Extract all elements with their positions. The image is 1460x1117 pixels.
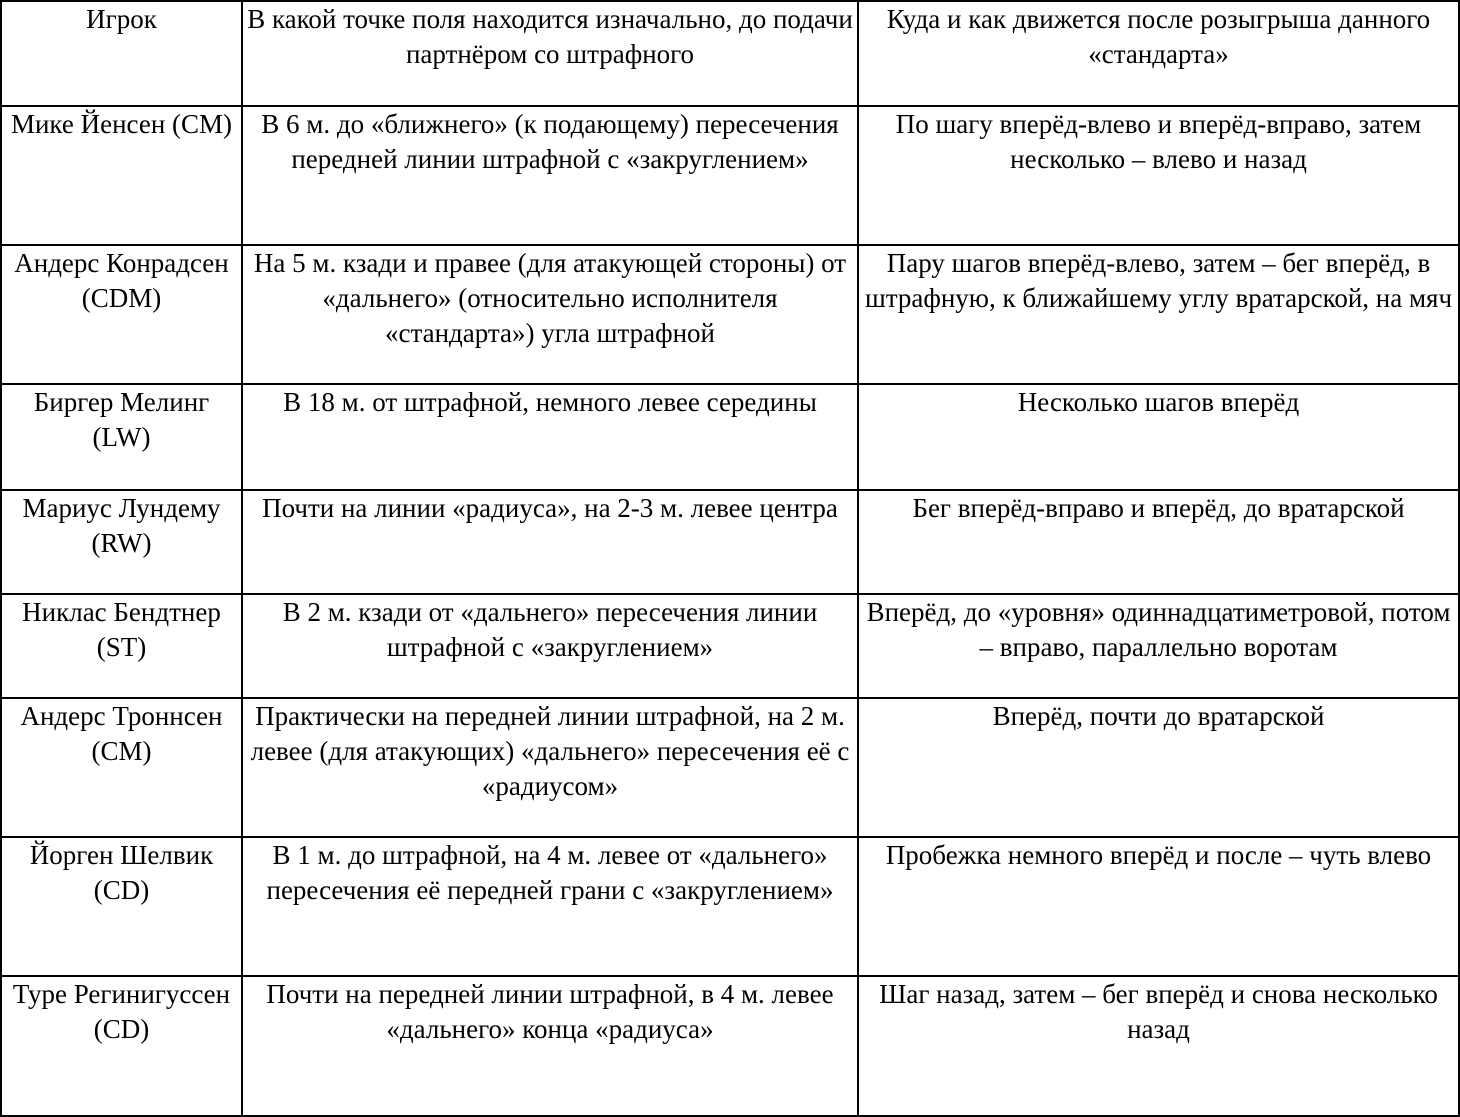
- table-row: [1, 245, 1459, 384]
- start-position-cell: В 2 м. кзади от «дальнего» пересечения линии штрафной с «закруглением»: [242, 594, 858, 698]
- header-player: Игрок: [1, 1, 242, 106]
- table-row: [1, 976, 1459, 1116]
- player-cell: Биргер Мелинг (LW): [1, 384, 242, 490]
- start-position-cell: На 5 м. кзади и правее (для атакующей стороны) от «дальнего» (относительно исполнителя «стандарта») угла штрафной: [242, 245, 858, 384]
- player-cell: Йорген Шелвик (CD): [1, 837, 242, 976]
- movement-cell: Вперёд, почти до вратарской: [858, 698, 1459, 837]
- start-position-cell: В 6 м. до «ближнего» (к подающему) пересечения передней линии штрафной с «закруглением»: [242, 106, 858, 245]
- movement-cell: Пару шагов вперёд-влево, затем – бег вперёд, в штрафную, к ближайшему углу вратарской, на мяч: [858, 245, 1459, 384]
- player-cell: Андерс Троннсен (CM): [1, 698, 242, 837]
- movement-cell: Несколько шагов вперёд: [858, 384, 1459, 490]
- movement-cell: Бег вперёд-вправо и вперёд, до вратарской: [858, 490, 1459, 594]
- start-position-cell: В 1 м. до штрафной, на 4 м. левее от «дальнего» пересечения её передней грани с «закруглением»: [242, 837, 858, 976]
- header-row: [1, 1, 1459, 106]
- header-start-position: В какой точке поля находится изначально, до подачи партнёром со штрафного: [242, 1, 858, 106]
- player-cell: Андерс Конрадсен (CDM): [1, 245, 242, 384]
- movement-cell: По шагу вперёд-влево и вперёд-вправо, затем несколько – влево и назад: [858, 106, 1459, 245]
- player-cell: Мариус Лундему (RW): [1, 490, 242, 594]
- player-cell: Туре Регинигуссен (CD): [1, 976, 242, 1116]
- start-position-cell: Практически на передней линии штрафной, на 2 м. левее (для атакующих) «дальнего» пересечения её с «радиусом»: [242, 698, 858, 837]
- table-row: [1, 698, 1459, 837]
- table-row: [1, 490, 1459, 594]
- start-position-cell: Почти на передней линии штрафной, в 4 м. левее «дальнего» конца «радиуса»: [242, 976, 858, 1116]
- table-row: [1, 594, 1459, 698]
- table-row: [1, 384, 1459, 490]
- header-movement: Куда и как движется после розыгрыша данного «стандарта»: [858, 1, 1459, 106]
- table-row: [1, 837, 1459, 976]
- table-row: [1, 106, 1459, 245]
- start-position-cell: В 18 м. от штрафной, немного левее середины: [242, 384, 858, 490]
- movement-cell: Вперёд, до «уровня» одиннадцатиметровой, потом – вправо, параллельно воротам: [858, 594, 1459, 698]
- player-cell: Никлас Бендтнер (ST): [1, 594, 242, 698]
- start-position-cell: Почти на линии «радиуса», на 2-3 м. левее центра: [242, 490, 858, 594]
- movement-cell: Шаг назад, затем – бег вперёд и снова несколько назад: [858, 976, 1459, 1116]
- movement-cell: Пробежка немного вперёд и после – чуть влево: [858, 837, 1459, 976]
- player-cell: Мике Йенсен (CM): [1, 106, 242, 245]
